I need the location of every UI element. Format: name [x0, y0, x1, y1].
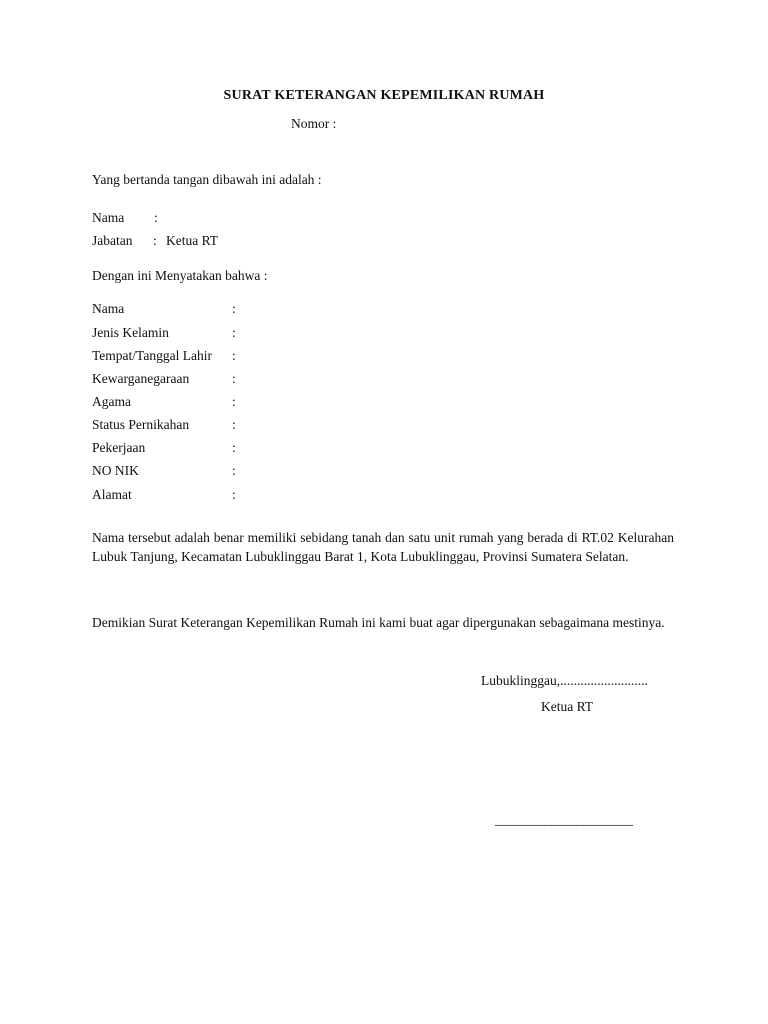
- field-colon: :: [232, 325, 236, 340]
- signer-role: Ketua RT: [541, 699, 594, 714]
- field-colon: :: [232, 348, 236, 363]
- field-label: Kewarganegaraan: [92, 371, 190, 386]
- field-value: Ketua RT: [166, 233, 219, 248]
- field-label: Nama: [92, 301, 125, 316]
- document-title: SURAT KETERANGAN KEPEMILIKAN RUMAH: [223, 88, 545, 103]
- field-label: Nama: [92, 210, 125, 225]
- field-colon: :: [232, 371, 236, 386]
- field-colon: :: [232, 301, 236, 316]
- statement-text: Dengan ini Menyatakan bahwa :: [92, 268, 268, 283]
- closing-paragraph: Demikian Surat Keterangan Kepemilikan Rumah ini kami buat agar dipergunakan sebagaimana mestinya.: [92, 615, 665, 630]
- field-label: Status Pernikahan: [92, 417, 190, 432]
- field-colon: :: [154, 210, 158, 225]
- field-label: Jabatan: [92, 233, 133, 248]
- place-date: Lubuklinggau,..........................: [481, 673, 648, 688]
- field-label: Alamat: [92, 487, 132, 502]
- ownership-paragraph: Nama tersebut adalah benar memiliki sebidang tanah dan satu unit rumah yang berada di RT.02 Kelurahan Lubuk Tanjung, Kecamatan Lubuklinggau Barat 1, Kota Lubuklinggau, Provinsi Sumatera Selatan.: [92, 530, 674, 564]
- field-colon: :: [232, 440, 236, 455]
- document-number: Nomor :: [291, 116, 337, 131]
- field-colon: :: [232, 417, 236, 432]
- field-colon: :: [232, 394, 236, 409]
- field-label: Jenis Kelamin: [92, 325, 169, 340]
- signature-line: ______________________: [495, 812, 633, 827]
- field-colon: :: [232, 463, 236, 478]
- field-label: NO NIK: [92, 463, 139, 478]
- field-colon: :: [232, 487, 236, 502]
- field-colon: :: [153, 233, 157, 248]
- field-label: Tempat/Tanggal Lahir: [92, 348, 212, 363]
- field-label: Pekerjaan: [92, 440, 146, 455]
- intro-text: Yang bertanda tangan dibawah ini adalah :: [92, 172, 322, 187]
- field-label: Agama: [92, 394, 131, 409]
